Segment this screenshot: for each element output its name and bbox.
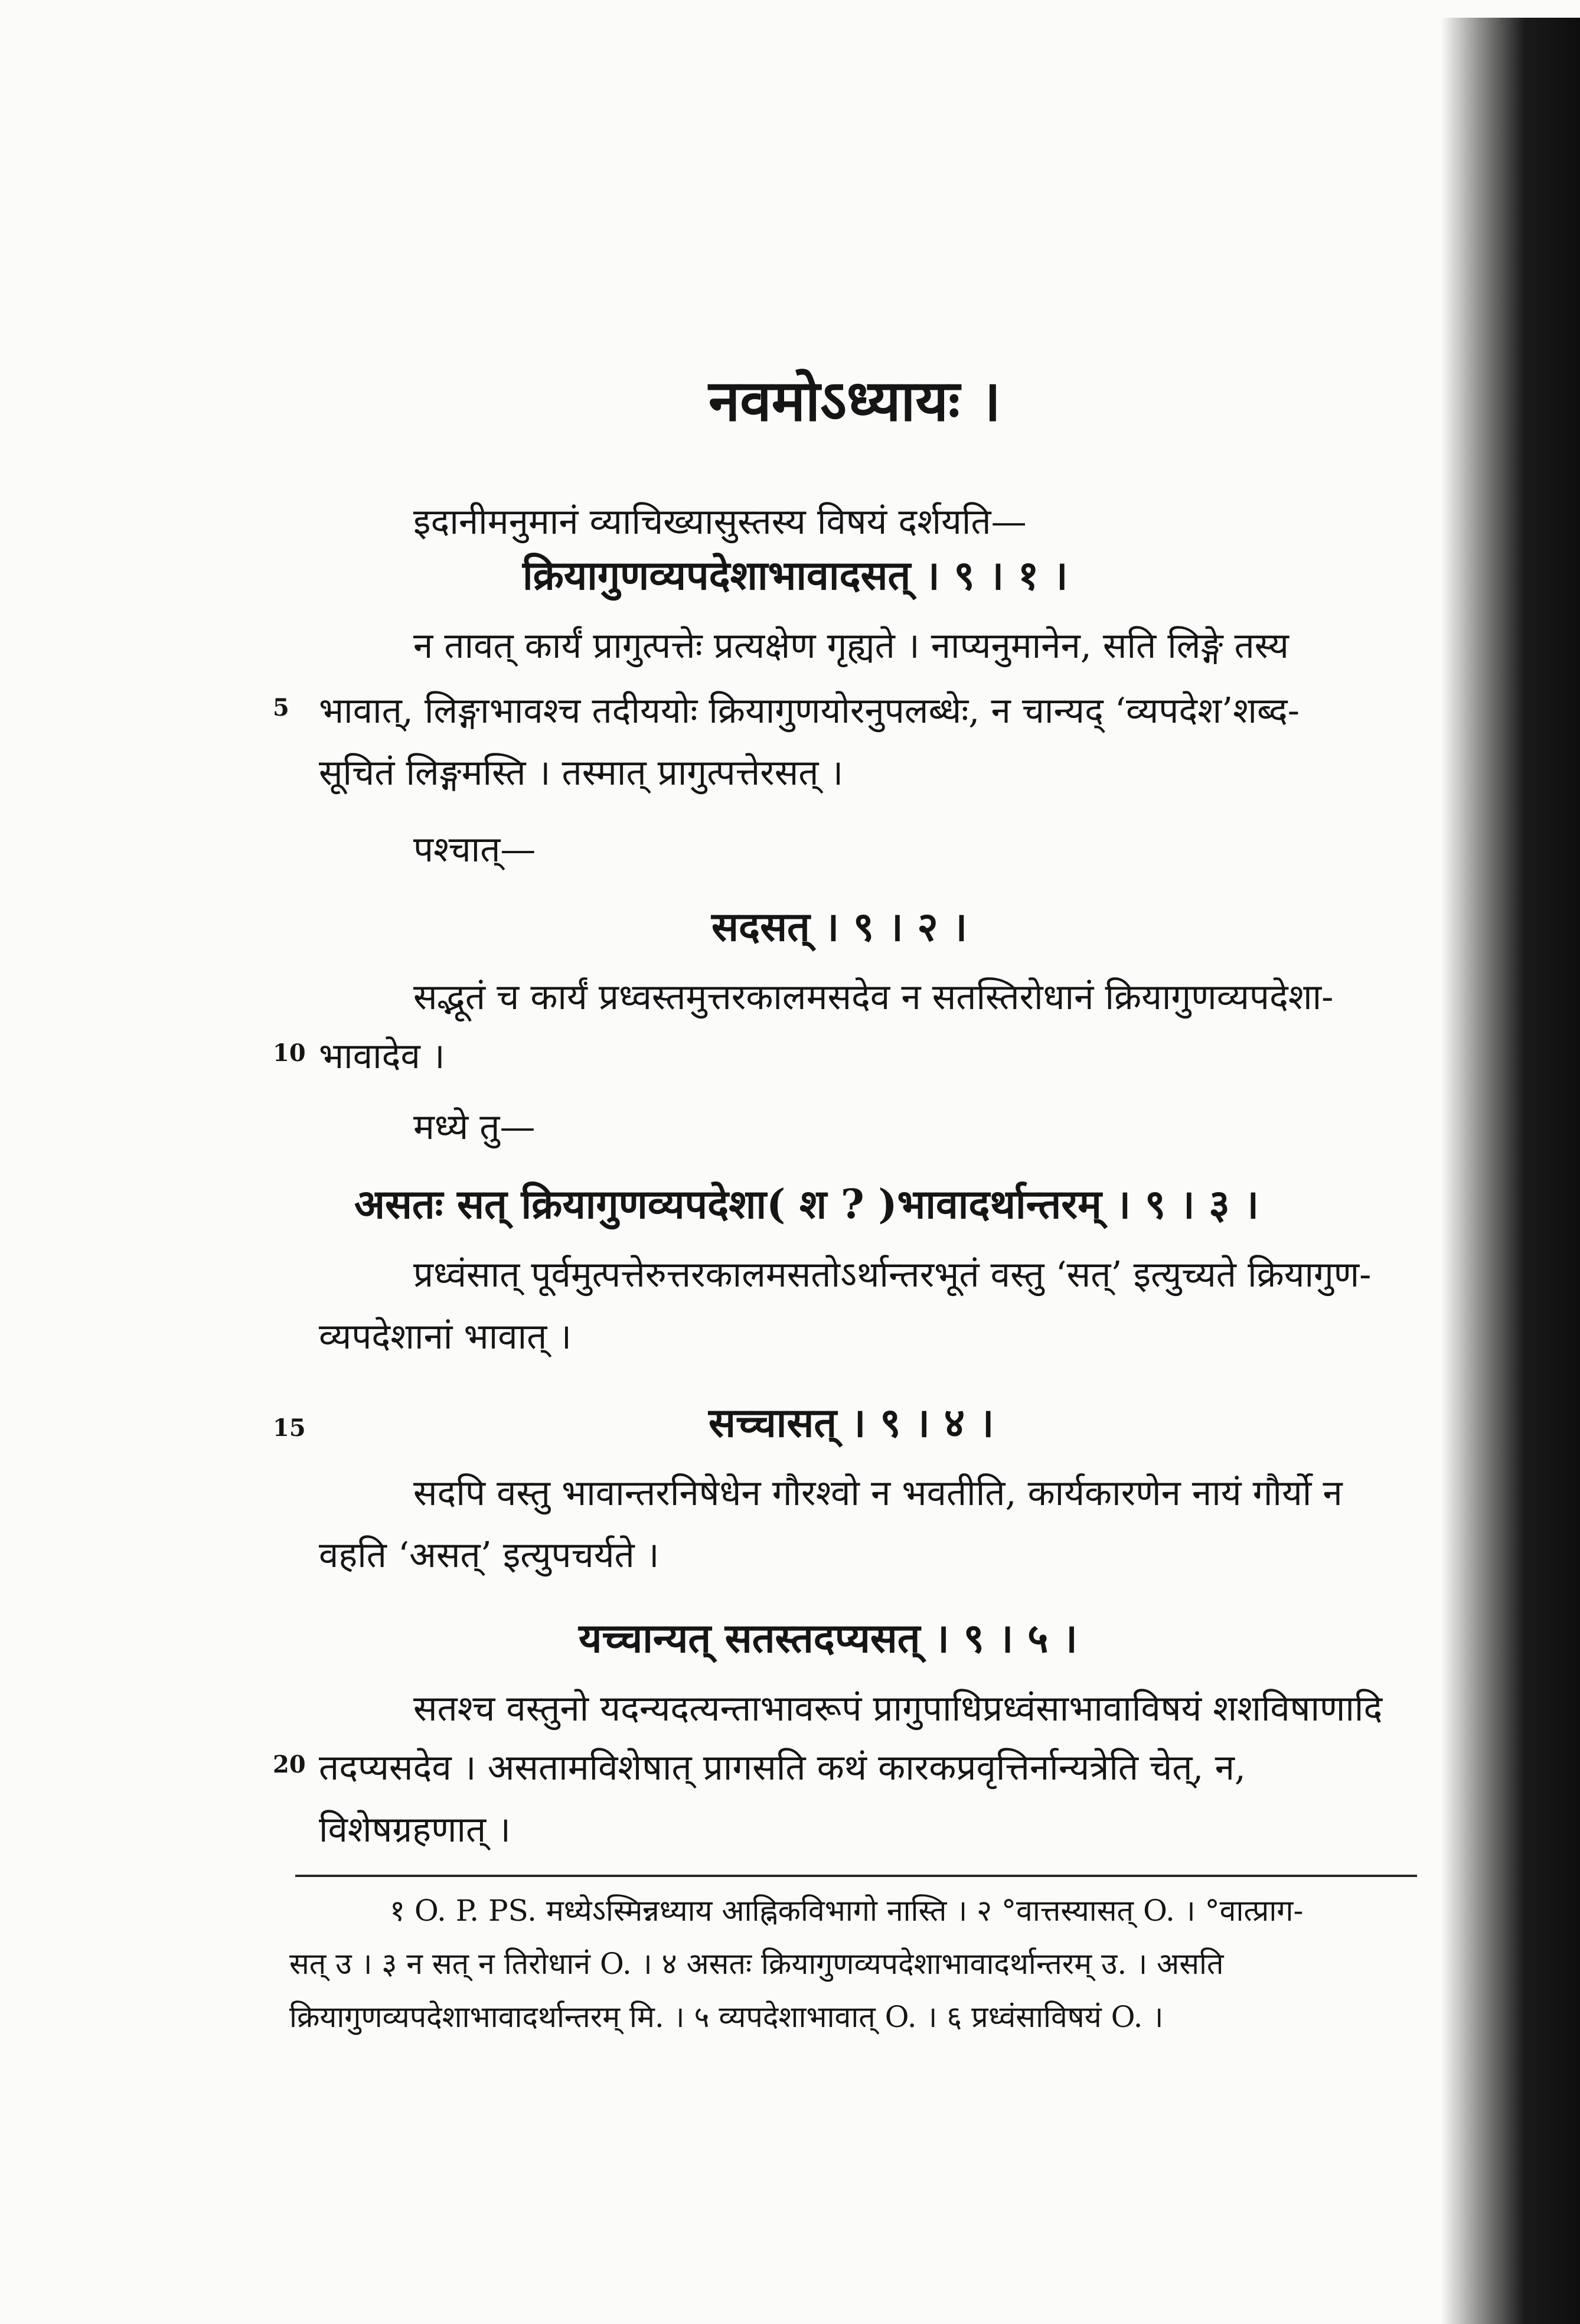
commentary-line: भावात्, लिङ्गाभावश्च तदीययोः क्रियागुणयोरनुपलब्धेः, न चान्यद् ‘व्यपदेश’शब्द- [319, 690, 1300, 732]
sutra-9-5: यच्चान्यत् सतस्तदप्यसत् । ९ । ५ । [579, 1615, 1078, 1662]
commentary-line: विशेषग्रहणात् । [319, 1809, 511, 1850]
commentary-line: भावादेव । [319, 1036, 445, 1077]
sutra-9-4: सच्चासत् । ९ । ४ । [709, 1399, 994, 1447]
commentary-line: सतश्च वस्तुनो यदन्यदत्यन्ताभावरूपं प्रागुपाधिप्रध्वंसाभावाविषयं शशविषाणादि [413, 1688, 1383, 1729]
chapter-heading: नवमोऽध्यायः । [709, 367, 1001, 434]
commentary-line: प्रध्वंसात् पूर्वमुत्पत्तेरुत्तरकालमसतोऽर्थान्तरभूतं वस्तु ‘सत्’ इत्युच्यते क्रियागुण- [413, 1254, 1372, 1295]
commentary-line: वहति ‘असत्’ इत्युपचर्यते । [319, 1535, 660, 1576]
commentary-line: न तावत् कार्यं प्रागुत्पत्तेः प्रत्यक्षेण गृह्यते । नाप्यनुमानेन, सति लिङ्गे तस्य [413, 625, 1289, 667]
line-number: 10 [273, 1039, 306, 1067]
transition-text: पश्चात्— [413, 829, 536, 870]
commentary-line: सद्भूतं च कार्यं प्रध्वस्तमुत्तरकालमसदेव न सतस्तिरोधानं क्रियागुणव्यपदेशा- [413, 977, 1334, 1018]
footnote-line: क्रियागुणव्यपदेशाभावादर्थान्तरम् मि. । ५ व्यपदेशाभावात् O. । ६ प्रध्वंसाविषयं O. । [289, 2000, 1164, 2034]
transition-text: मध्ये तु— [413, 1106, 536, 1148]
line-number: 5 [273, 694, 289, 722]
line-number: 15 [273, 1414, 306, 1442]
footnote-line: १ O. P. PS. मध्येऽस्मिन्नध्याय आह्निकविभागो नास्ति । २ °वात्तस्यासत् O. । °वात्प्राग- [390, 1894, 1304, 1928]
sutra-9-2: सदसत् । ९ । २ । [711, 903, 968, 951]
line-number: 20 [273, 1751, 306, 1778]
sutra-9-1: क्रियागुणव्यपदेशाभावादसत् । ९ । १ । [523, 552, 1068, 599]
footnote-line: सत् उ । ३ न सत् न तिरोधानं O. । ४ असतः क्रियागुणव्यपदेशाभावादर्थान्तरम् उ. । असति [289, 1947, 1224, 1981]
footnote-divider [295, 1875, 1417, 1877]
commentary-line: सूचितं लिङ्गमस्ति । तस्मात् प्रागुत्पत्तेरसत् । [319, 752, 844, 794]
sutra-9-3: असतः सत् क्रियागुणव्यपदेशा( श ? )भावादर्थान्तरम् । ९ । ३ । [354, 1181, 1259, 1228]
commentary-line: व्यपदेशानां भावात् । [319, 1316, 572, 1357]
book-spine-shadow [1441, 18, 1580, 2324]
intro-text: इदानीमनुमानं व्याचिख्यासुस्तस्य विषयं दर्शयति— [413, 501, 1027, 543]
commentary-line: सदपि वस्तु भावान्तरनिषेधेन गौरश्वो न भवतीति, कार्यकारणेन नायं गौर्यो न [413, 1473, 1343, 1514]
commentary-line: तदप्यसदेव । असतामविशेषात् प्रागसति कथं कारकप्रवृत्तिर्नान्यत्रेति चेत्, न, [319, 1747, 1246, 1788]
